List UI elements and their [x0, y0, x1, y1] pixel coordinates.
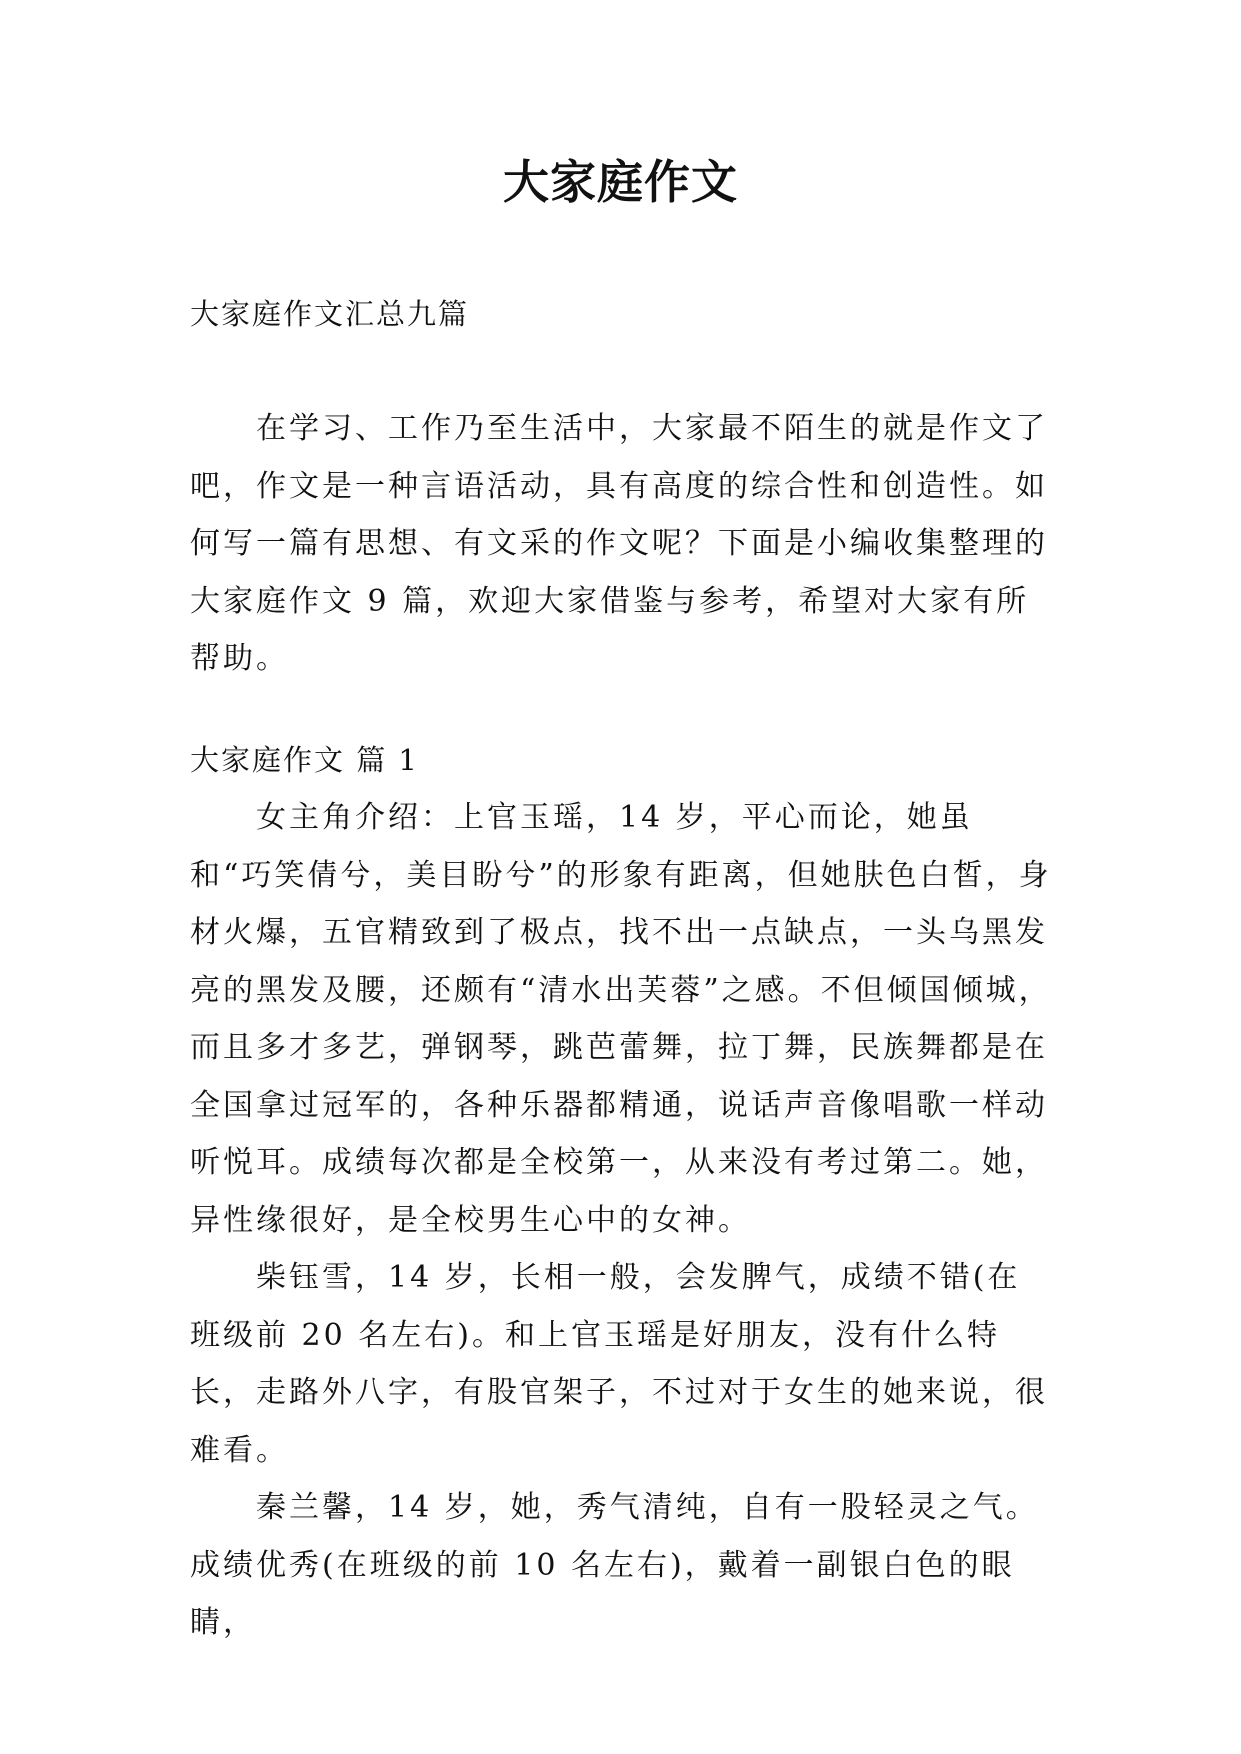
intro-paragraph: 在学习、工作乃至生活中，大家最不陌生的就是作文了吧，作文是一种言语活动，具有高度的综合性和创造性。如何写一篇有思想、有文采的作文呢？下面是小编收集整理的大家庭作文 9 篇，欢迎大家借鉴与参考，希望对大家有所帮助。	[190, 411, 1048, 676]
body-paragraph-1: 女主角介绍：上官玉瑶，14 岁，平心而论，她虽和“巧笑倩兮，美目盼兮”的形象有距离，但她肤色白皙，身材火爆，五官精致到了极点，找不出一点缺点，一头乌黑发亮的黑发及腰，还颇有“清水出芙蓉”之感。不但倾国倾城，而且多才多艺，弹钢琴，跳芭蕾舞，拉丁舞，民族舞都是在全国拿过冠军的，各种乐器都精通，说话声音像唱歌一样动听悦耳。成绩每次都是全校第一，从来没有考过第二。她，异性缘很好，是全校男生心中的女神。	[190, 800, 1052, 1238]
document-body	[190, 400, 1052, 1652]
document-subtitle: 大家庭作文汇总九篇	[190, 297, 470, 331]
section-heading: 大家庭作文 篇 1	[190, 742, 419, 777]
body-paragraph-2: 柴钰雪，14 岁，长相一般，会发脾气，成绩不错(在班级前 20 名左右)。和上官玉瑶是好朋友，没有什么特长，走路外八字，有股官架子，不过对于女生的她来说，很难看。	[190, 1260, 1048, 1468]
body-paragraph-3: 秦兰馨，14 岁，她，秀气清纯，自有一股轻灵之气。成绩优秀(在班级的前 10 名左右)，戴着一副银白色的眼睛，	[190, 1490, 1039, 1640]
document-title: 大家庭作文	[503, 155, 738, 209]
